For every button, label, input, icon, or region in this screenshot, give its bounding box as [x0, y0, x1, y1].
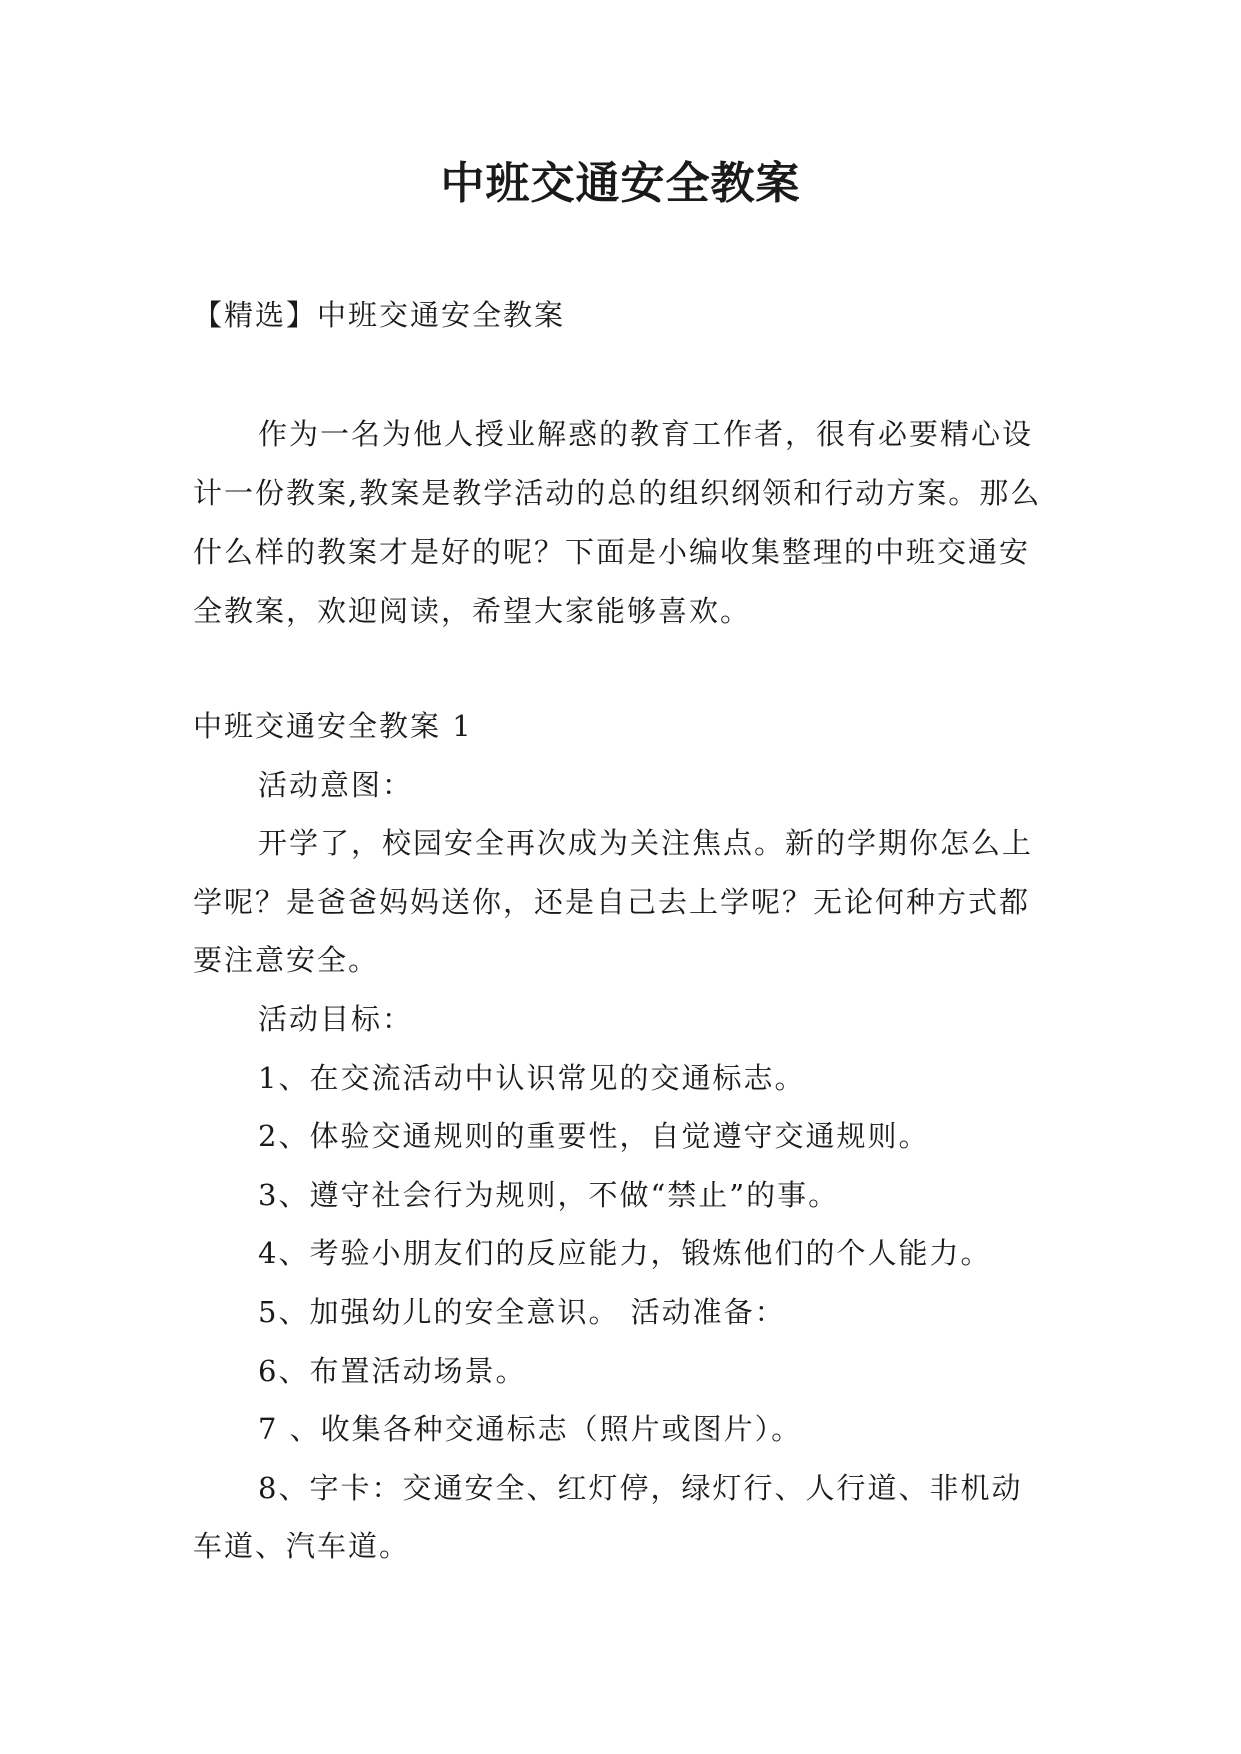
goals-label: 活动目标： [258, 1001, 414, 1036]
list-item: 7 、收集各种交通标志（照片或图片）。 [258, 1412, 803, 1447]
list-item: 5、加强幼儿的安全意识。 活动准备： [258, 1294, 786, 1329]
lesson-plan-section [193, 697, 1053, 1576]
section-heading: 中班交通安全教案 1 [193, 709, 473, 743]
list-item: 6、布置活动场景。 [258, 1353, 527, 1388]
list-item: 2、体验交通规则的重要性，自觉遵守交通规则。 [258, 1119, 930, 1154]
document-subtitle: 【精选】中班交通安全教案 [193, 298, 566, 332]
intent-label: 活动意图： [258, 767, 414, 802]
intent-text: 开学了，校园安全再次成为关注焦点。新的学期你怎么上学呢？是爸爸妈妈送你，还是自己去上学呢？无论何种方式都要注意安全。 [193, 826, 1034, 978]
list-item: 4、考验小朋友们的反应能力，锻炼他们的个人能力。 [258, 1236, 992, 1271]
document-title: 中班交通安全教案 [440, 158, 801, 209]
intro-paragraph: 作为一名为他人授业解惑的教育工作者，很有必要精心设计一份教案,教案是教学活动的总的组织纲领和行动方案。那么什么样的教案才是好的呢？下面是小编收集整理的中班交通安全教案，欢迎阅读，希望大家能够喜欢。 [193, 417, 1042, 628]
list-item: 1、在交流活动中认识常见的交通标志。 [258, 1060, 806, 1095]
list-item: 3、遵守社会行为规则，不做“禁止”的事。 [258, 1177, 840, 1212]
list-item: 8、字卡：交通安全、红灯停，绿灯行、人行道、非机动车道、汽车道。 [193, 1470, 1023, 1564]
intro-section [193, 405, 1053, 641]
